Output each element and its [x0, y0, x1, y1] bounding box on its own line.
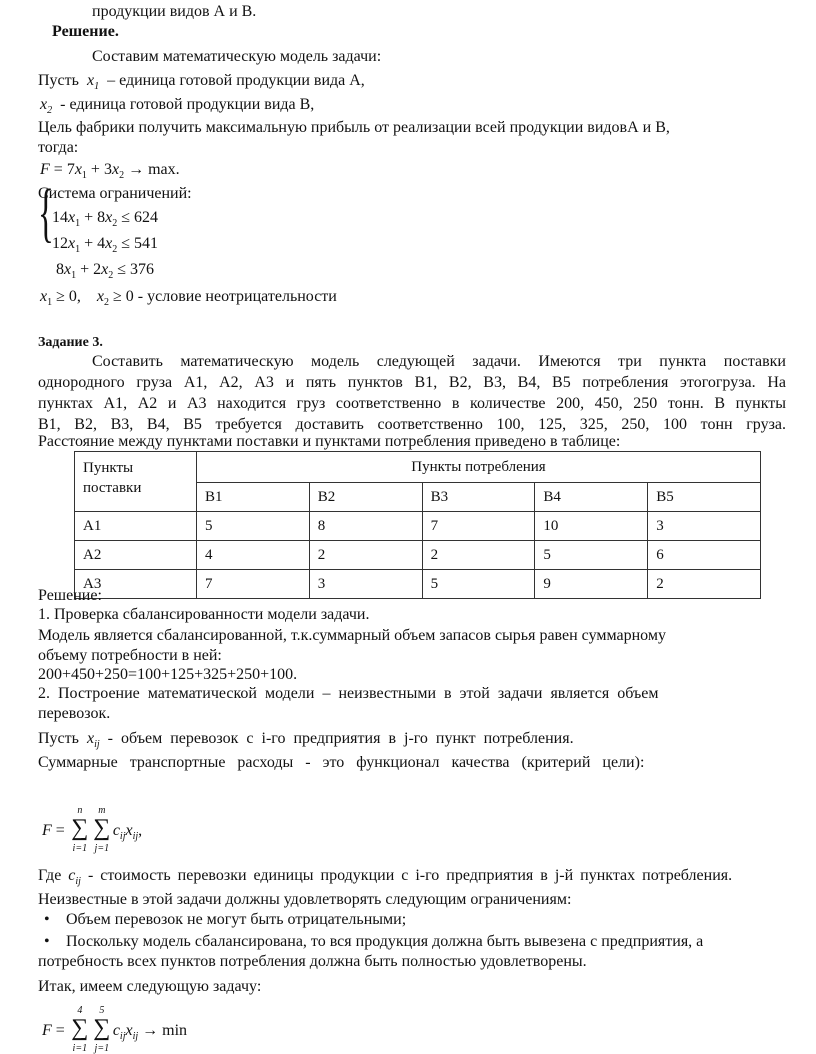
system-brace: {: [38, 176, 54, 249]
task3-heading: Задание 3.: [38, 335, 103, 350]
table-row: А3 7 3 5 9 2: [75, 570, 761, 599]
goal-line: Цель фабрики получить максимальную прибыль от реализации всей продукции видовА и В,: [38, 119, 670, 136]
constraint-row: $8x_1 + 2x_2 \le 376$: [56, 261, 155, 282]
sum-j-icon: ∑ 5 j=1: [93, 1005, 111, 1054]
nonnegativity: $x_1 \ge 0$, $x_2 \ge 0$ - условие неотрицательности: [40, 288, 337, 309]
x2-def-text: - единица готовой продукции вида В,: [60, 96, 315, 113]
bullet-icon: •: [44, 933, 50, 950]
group-header: Пункты потребления: [197, 452, 761, 483]
column-header: В5: [648, 483, 761, 512]
task3-line: В1, В2, В3, В4, В5 требуется доставить соответственно 100, 125, 325, 250, 100 тонн груза.: [38, 416, 786, 433]
corner-header: Пункты поставки: [75, 452, 197, 512]
constraint-row: $14x_1 + 8x_2 \le 624$: [52, 209, 159, 230]
bullet-icon: •: [44, 911, 50, 928]
solution2-heading: Решение:: [38, 587, 102, 604]
step2-2: перевозок.: [38, 705, 111, 722]
step2-1: 2. Построение математической модели – неизвестными в этой задачи является объем: [38, 685, 659, 702]
bullet-item: • Поскольку модель сбалансирована, то вся продукция должна быть вывезена с предприятия, а: [44, 933, 704, 950]
column-header: В2: [309, 483, 422, 512]
column-header: В3: [422, 483, 535, 512]
objective-formula: $F = 7x_1 + 3x_2 \to \max$.: [40, 161, 180, 182]
summary-line: Итак, имеем следующую задачу:: [38, 978, 262, 995]
x2-var: $x_2$: [40, 96, 53, 117]
constraints-title: Система ограничений:: [38, 185, 192, 202]
task3-line: Расстояние между пунктами поставки и пунктами потребления приведено в таблице:: [38, 433, 621, 450]
sum-i-icon: ∑ 4 i=1: [71, 1005, 89, 1054]
xij-definition: Пусть $x_{ij}$ - объем перевозок с i-го предприятия в j-го пункт потребления.: [38, 730, 574, 751]
cost-line: Суммарные транспортные расходы - это функционал качества (критерий цели):: [38, 754, 645, 771]
step1: 1. Проверка сбалансированности модели задачи.: [38, 606, 370, 623]
task3-line: однородного груза А1, А2, А3 и пять пунктов В1, В2, В3, В4, В5 потребления этогогруза. На: [38, 374, 786, 391]
table-row: А2 4 2 2 5 6: [75, 541, 761, 570]
final-objective-formula: F = ∑ 4 i=1 ∑ 5 j=1 $c_{ij}x_{ij} \to \min$: [42, 1005, 188, 1054]
distance-table: [74, 451, 761, 599]
goal-tail: тогда:: [38, 139, 79, 156]
constraints-intro: Неизвестные в этой задачи должны удовлетворять следующим ограничениям:: [38, 891, 572, 908]
x2-definition: [40, 95, 314, 115]
solution-heading: Решение.: [52, 23, 119, 40]
x1-var: $x_1$: [86, 72, 100, 93]
let-prefix: Пусть: [38, 72, 79, 89]
table-row: А1 5 8 7 10 3: [75, 512, 761, 541]
column-header: В1: [197, 483, 310, 512]
task3-line: пунктах А1, А2 и А3 находится груз соответственно в количестве 200, 450, 250 тонн. В пункты: [38, 395, 786, 412]
cij-definition: Где $c_{ij}$ - стоимость перевозки единицы продукции с i-го предприятия в j-й пунктах потребления.: [38, 867, 733, 888]
constraint-row: $12x_1 + 4x_2 \le 541$: [52, 235, 159, 256]
balance-equation: 200+450+250=100+125+325+250+100.: [38, 666, 298, 683]
task3-line: Составить математическую модель следующей задачи. Имеются три пункта поставки: [92, 353, 786, 370]
sum-i-icon: ∑ n i=1: [71, 805, 89, 854]
bullet-continuation: потребность всех пунктов потребления должна быть полностью удовлетворены.: [38, 953, 587, 970]
balanced-2: объему потребности в ней:: [38, 647, 222, 664]
x1-def-text: – единица готовой продукции вида А,: [107, 72, 365, 89]
top-fragment: продукции видов А и В.: [92, 3, 257, 20]
objective-sum-formula: F = ∑ n i=1 ∑ m j=1 $c_{ij}x_{ij}$,: [42, 805, 143, 854]
column-header: В4: [535, 483, 648, 512]
solution-intro: Составим математическую модель задачи:: [92, 48, 382, 65]
sum-j-icon: ∑ m j=1: [93, 805, 111, 854]
bullet-item: • Объем перевозок не могут быть отрицательными;: [44, 911, 407, 928]
balanced-1: Модель является сбалансированной, т.к.суммарный объем запасов сырья равен суммарному: [38, 627, 666, 644]
x1-definition: [38, 71, 365, 91]
